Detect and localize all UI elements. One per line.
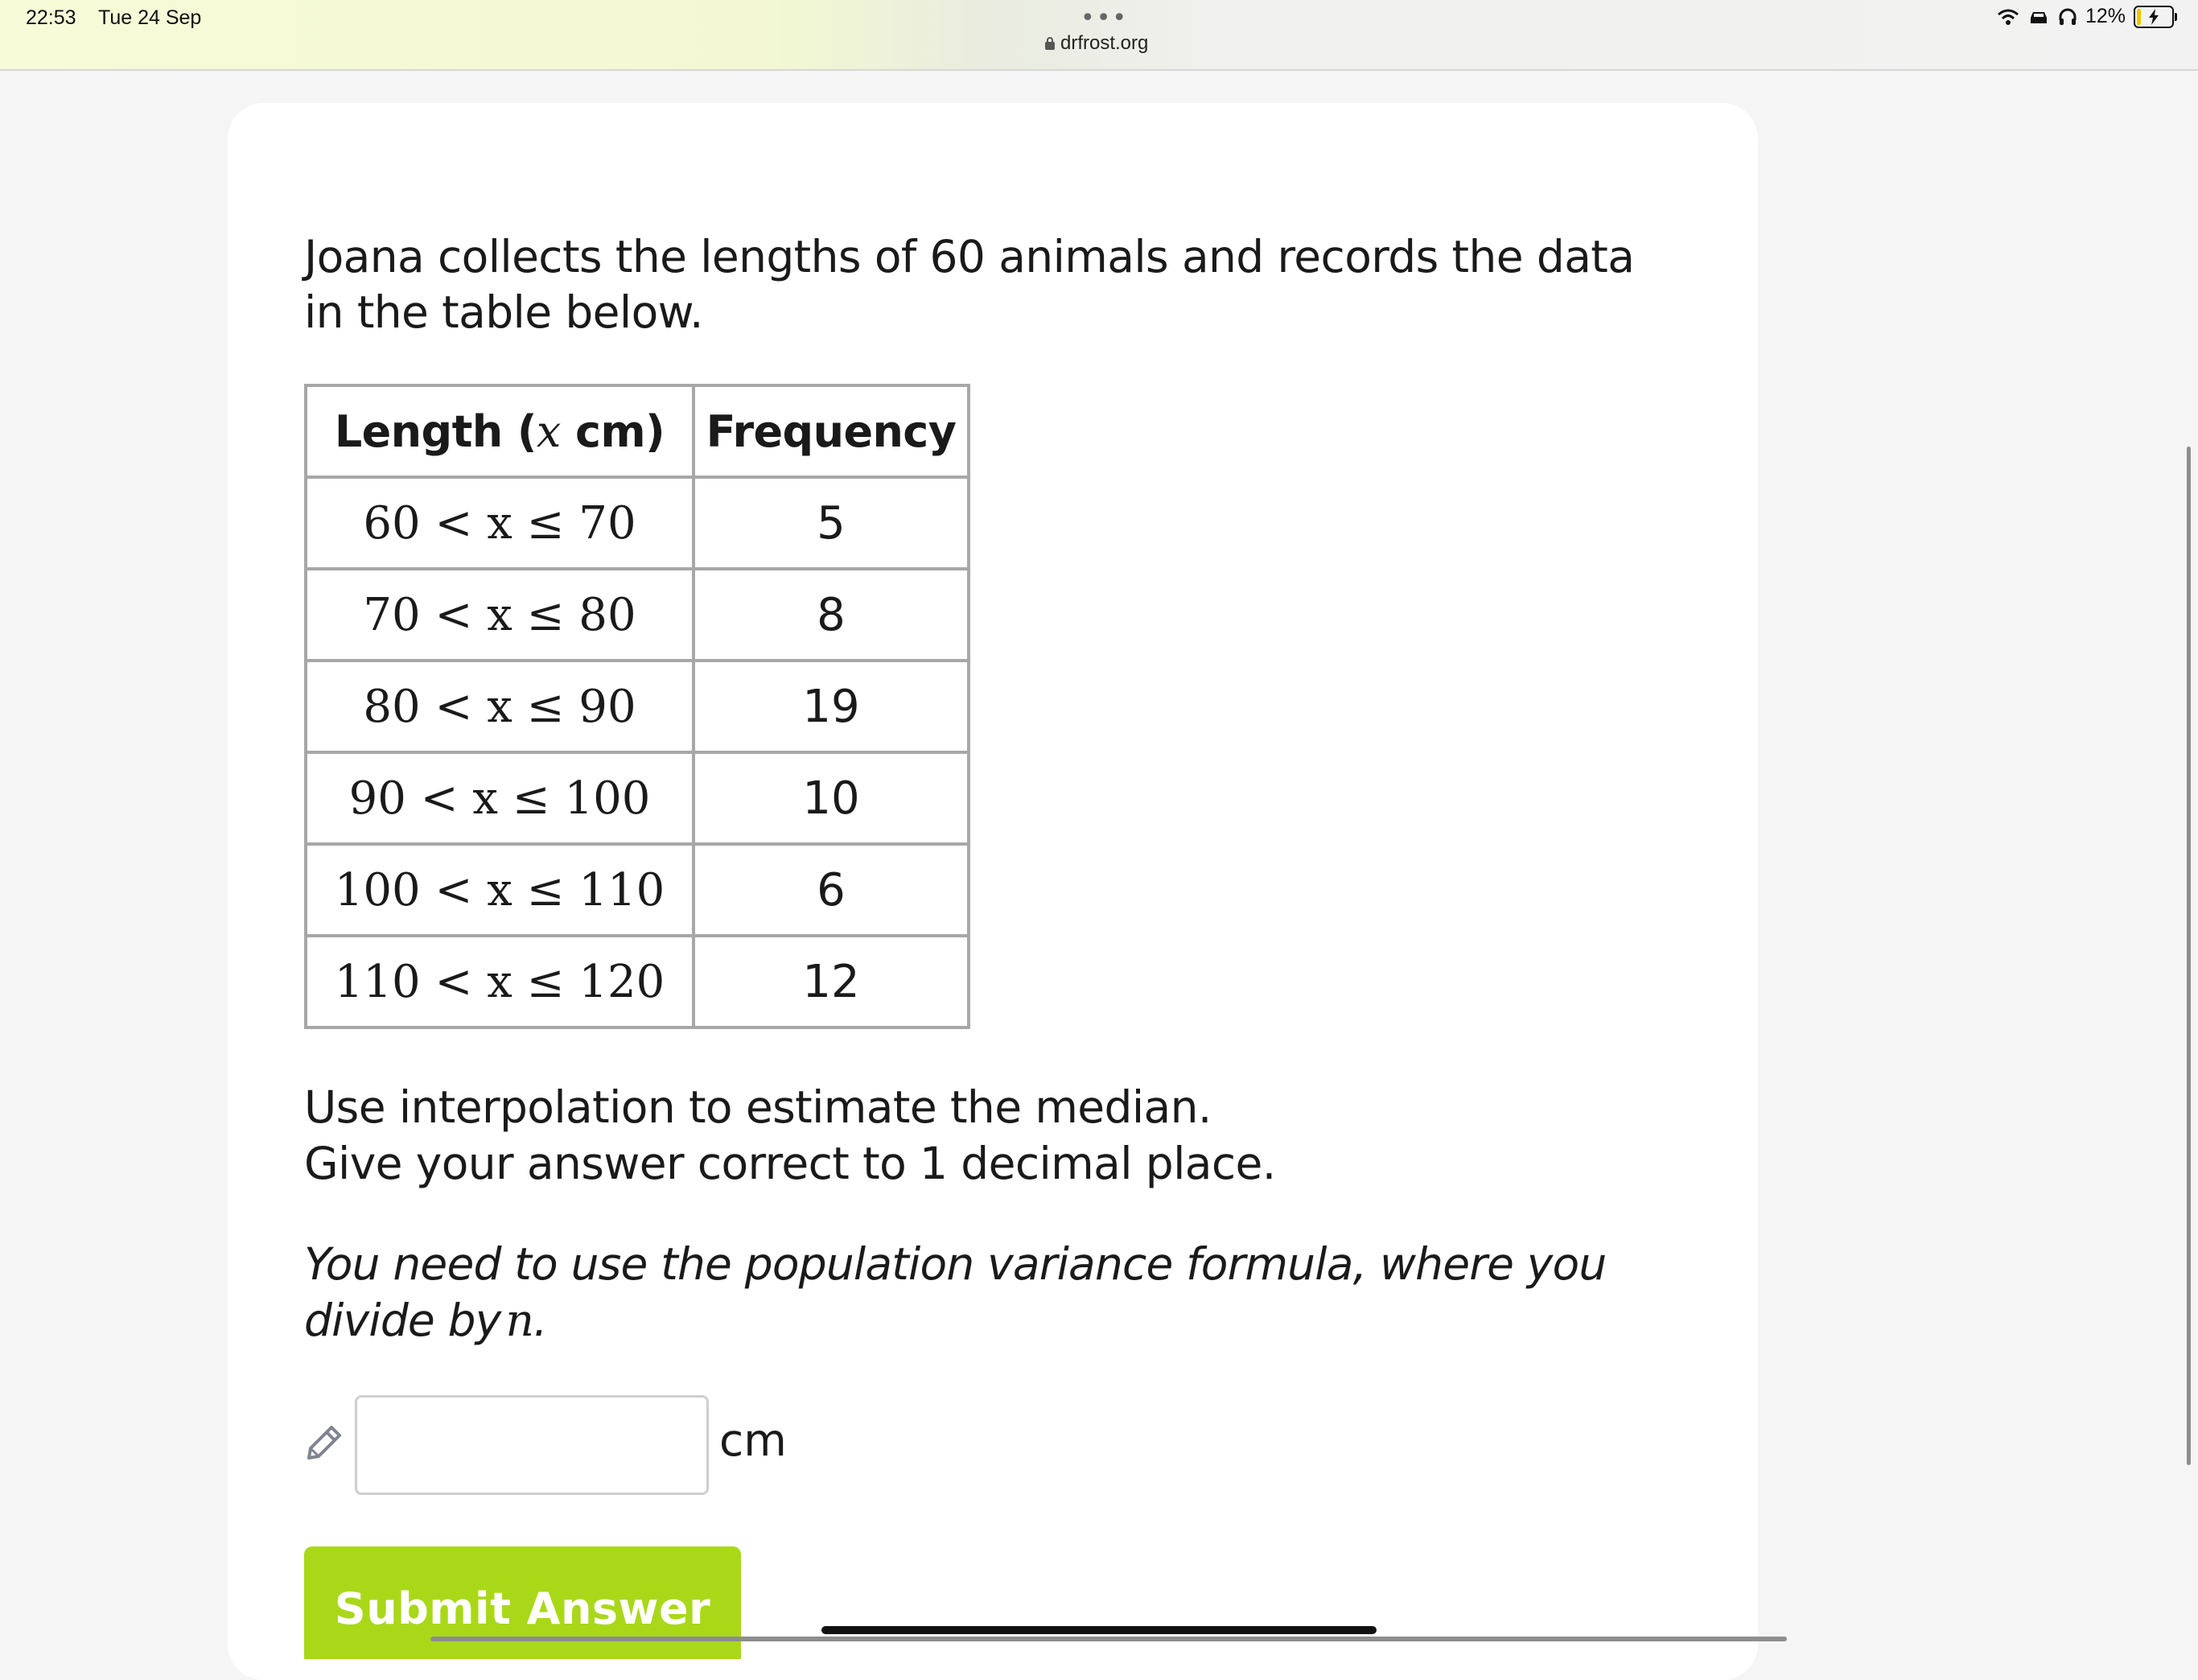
variable-x: x [536,406,561,457]
header-length: Length (x cm) [306,385,694,477]
battery-icon [2134,6,2174,28]
charging-bolt-icon [2148,9,2159,25]
vertical-scrollbar[interactable] [2187,447,2191,1465]
status-bar [0,0,2198,71]
frequency-value: 8 [694,569,969,661]
variance-note: You need to use the population variance formula, where you divide by n. [304,1238,1607,1346]
headphones-icon [2058,7,2077,27]
unit-label: cm [719,1414,787,1466]
frequency-value: 19 [694,661,969,752]
horizontal-scrollbar[interactable] [430,1637,1787,1641]
submit-answer-button[interactable]: Submit Answer [304,1546,741,1659]
length-range: 60 < x ≤ 70 [306,477,694,569]
header-frequency: Frequency [694,385,969,477]
more-options-icon[interactable]: ••• [1080,4,1129,32]
battery-percent: 12% [2085,5,2126,27]
url-text: drfrost.org [1060,32,1149,54]
frequency-table [304,384,970,1029]
home-indicator[interactable] [821,1626,1377,1634]
length-range: 100 < x ≤ 110 [306,844,694,936]
question-text: Joana collects the lengths of 60 animals and records the data in the table below. [304,231,1635,338]
table-row [306,752,969,844]
battery-level [2137,9,2141,25]
length-range: 80 < x ≤ 90 [306,661,694,752]
pencil-icon[interactable] [301,1421,346,1466]
length-range: 90 < x ≤ 100 [306,752,694,844]
table-row [306,936,969,1027]
length-range: 70 < x ≤ 80 [306,569,694,661]
frequency-value: 10 [694,752,969,844]
table-row [306,661,969,752]
table-row [306,844,969,936]
table-header-row [306,385,969,477]
variable-n: n [505,1295,534,1346]
frequency-value: 5 [694,477,969,569]
instructions [304,1079,1672,1192]
instruction-line-2: Give your answer correct to 1 decimal place. [304,1138,1276,1189]
wifi-icon [1997,8,2019,26]
table-row [306,477,969,569]
frequency-value: 6 [694,844,969,936]
status-icons [1997,5,2174,28]
instruction-line-1: Use interpolation to estimate the median. [304,1081,1212,1133]
lock-icon [1044,36,1056,51]
address-bar[interactable] [1044,32,1148,55]
status-date: Tue 24 Sep [98,6,202,29]
answer-input[interactable] [355,1395,709,1495]
car-icon [2027,8,2050,26]
status-time: 22:53 [26,6,76,29]
table-row [306,569,969,661]
frequency-value: 12 [694,936,969,1027]
length-range: 110 < x ≤ 120 [306,936,694,1027]
